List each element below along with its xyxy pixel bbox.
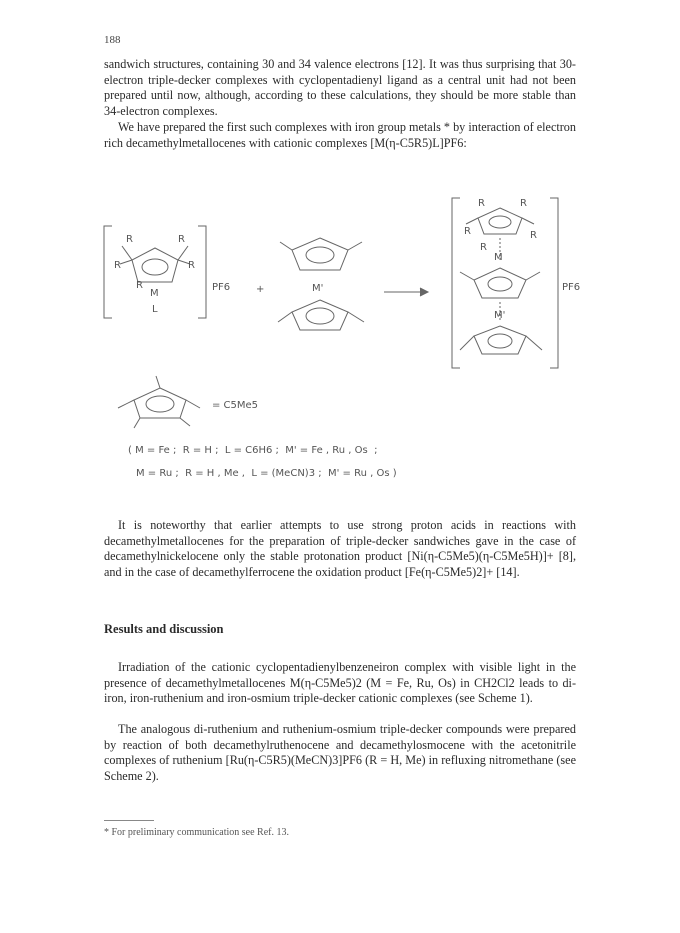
label-r1: R bbox=[126, 234, 133, 245]
conditions-line-2: M = Ru ; R = H , Me , L = (MeCN)3 ; M' = Ru , Os ) bbox=[136, 468, 397, 479]
footnote-rule bbox=[104, 820, 154, 821]
page-number: 188 bbox=[104, 34, 121, 46]
triple-decker-mid-ring-icon bbox=[460, 268, 540, 298]
label-r5: R bbox=[136, 280, 143, 291]
label-m-right: M bbox=[494, 252, 503, 263]
label-r-top4: R bbox=[530, 230, 537, 241]
intro-paragraph-2: We have prepared the first such complexes with iron group metals * by interaction of electron rich decamethylmetallocenes with cationic complexes [M(η-C5R5)L]PF6: bbox=[104, 120, 576, 150]
body-paragraph-4: Irradiation of the cationic cyclopentadienylbenzeneiron complex with visible light in the presence of decamethylmetallocenes M(η-C5Me5)2 (M = Fe, Ru, Os) in CH2Cl2 leads to di-iron, iron-ruthenium and iron-osmium triple-decker cationic complexes (see Scheme 1). bbox=[104, 660, 576, 706]
arrow-head-icon bbox=[420, 288, 428, 296]
metallocene-top-ring-icon bbox=[280, 238, 362, 270]
left-bracket-open bbox=[104, 226, 112, 318]
label-l: L bbox=[152, 304, 158, 315]
legend-equation: = C5Me5 bbox=[212, 400, 259, 411]
label-r2: R bbox=[178, 234, 185, 245]
left-bracket-close bbox=[198, 226, 206, 318]
body-paragraph-5: The analogous di-ruthenium and ruthenium-osmium triple-decker compounds were prepared by reaction of both decamethylruthenocene and decamethylosmocene with the acetonitrile complexes of ruthenium [Ru(η-C5R5)(MeCN)3]PF6 (R = H, Me) in refluxing nitromethane (see Scheme 2). bbox=[104, 722, 576, 783]
label-mprime-right: M' bbox=[494, 310, 506, 321]
metallocene-bottom-ring-icon bbox=[278, 300, 364, 330]
body-paragraph-3: It is noteworthy that earlier attempts to use strong proton acids in reactions with decamethylmetallocenes for the preparation of triple-decker sandwiches gave in the case of decamethylnickelocene only the stable protonation product [Ni(η-C5Me5)(η-C5Me5H)]+ [8], and in the case of decamethylferrocene the oxidation product [Fe(η-C5Me5)2]+ [14]. bbox=[104, 518, 576, 579]
label-r4: R bbox=[188, 260, 195, 271]
section-title: Results and discussion bbox=[104, 622, 224, 636]
label-r-top2: R bbox=[520, 198, 527, 209]
label-r-top3: R bbox=[464, 226, 471, 237]
triple-decker-top-ring-icon bbox=[466, 208, 534, 234]
conditions-line-1: ( M = Fe ; R = H ; L = C6H6 ; M' = Fe , Ru , Os ; bbox=[128, 445, 378, 456]
cp-star-legend-icon bbox=[118, 376, 200, 428]
label-pf6-right: PF6 bbox=[562, 282, 580, 293]
label-r-top1: R bbox=[478, 198, 485, 209]
cp-ring-substituted-icon bbox=[120, 246, 190, 282]
label-r3: R bbox=[114, 260, 121, 271]
label-m: M bbox=[150, 288, 159, 299]
footnote: * For preliminary communication see Ref. 13. bbox=[104, 827, 289, 838]
triple-decker-bottom-ring-icon bbox=[460, 326, 542, 354]
label-pf6-left: PF6 bbox=[212, 282, 231, 293]
label-r-top5: R bbox=[480, 242, 487, 253]
right-bracket-close bbox=[550, 198, 558, 368]
right-bracket-open bbox=[452, 198, 460, 368]
intro-paragraph-1: sandwich structures, containing 30 and 34 valence electrons [12]. It was thus surprising that 30-electron triple-decker complexes with cyclopentadienyl ligand as a central unit had not been prepared until now, although, according to these calculations, they should be more stable than 34-electron complexes. bbox=[104, 57, 576, 118]
label-plus: + bbox=[256, 284, 265, 295]
label-mprime-mid: M' bbox=[312, 283, 324, 294]
